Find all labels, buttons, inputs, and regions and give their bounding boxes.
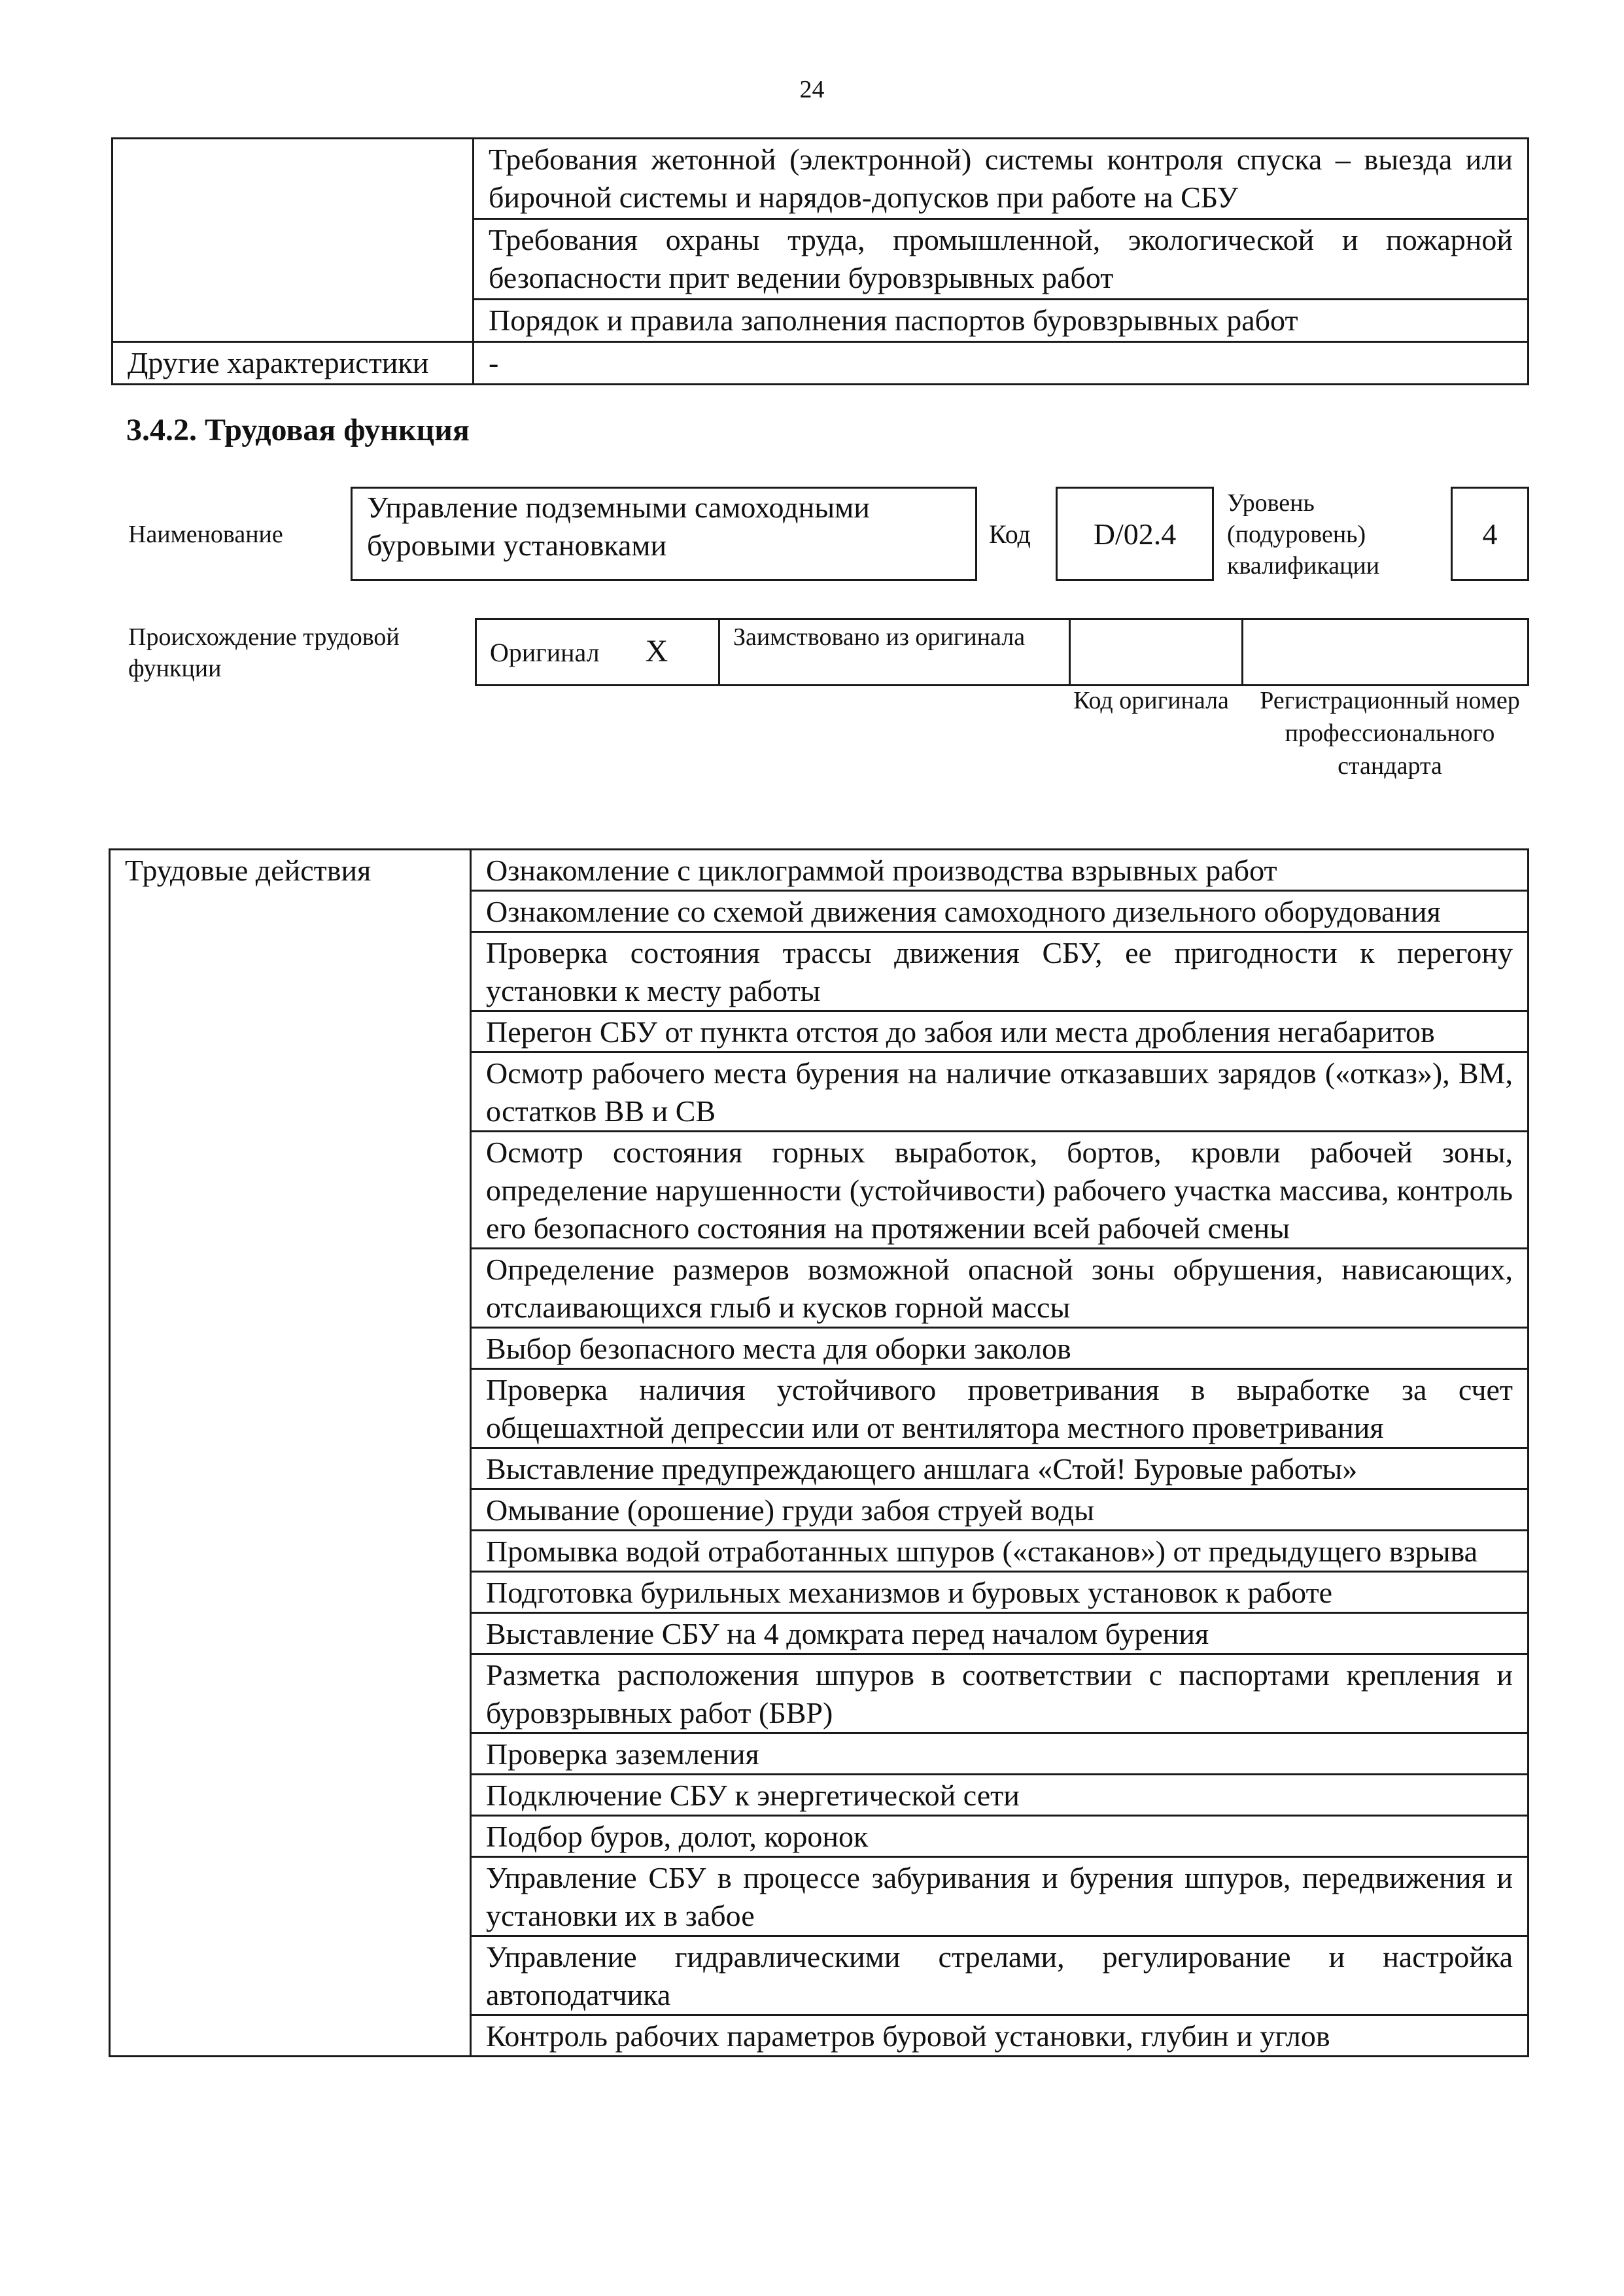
origin-original-cell: [476, 619, 719, 686]
function-name-value: Управление подземными самоходными буровыми установками: [367, 491, 870, 562]
labor-action: Проверка состояния трассы движения СБУ, ее пригодности к перегону установки к месту работы: [471, 932, 1529, 1011]
labor-action: Ознакомление со схемой движения самоходного дизельного оборудования: [471, 891, 1529, 932]
labor-action: Выбор безопасного места для оборки заколов: [471, 1328, 1529, 1369]
labor-action: Осмотр рабочего места бурения на наличие отказавших зарядов («отказ»), ВМ, остатков ВВ и СВ: [471, 1052, 1529, 1132]
labor-action: Ознакомление с циклограммой производства взрывных работ: [471, 850, 1529, 891]
name-label: Наименование: [128, 521, 283, 548]
origin-code-caption: Код оригинала: [1073, 687, 1229, 714]
origin-reg-caption: Регистрационный номер профессионального стандарта: [1260, 687, 1520, 780]
labor-actions-label: Трудовые действия: [110, 850, 471, 2057]
section-title: 3.4.2. Трудовая функция: [126, 413, 470, 447]
labor-action: Управление гидравлическими стрелами, регулирование и настройка автоподатчика: [471, 1936, 1529, 2015]
function-name-box: [351, 487, 977, 581]
labor-action: Промывка водой отработанных шпуров («стаканов») от предыдущего взрыва: [471, 1531, 1529, 1572]
other-characteristics-value: -: [474, 342, 1529, 385]
labor-action: Омывание (орошение) груди забоя струей воды: [471, 1489, 1529, 1531]
level-value: 4: [1482, 517, 1498, 551]
labor-action: Подключение СБУ к энергетической сети: [471, 1775, 1529, 1816]
origin-label: Происхождение трудовой функции: [128, 623, 400, 682]
origin-mark: X: [645, 634, 668, 669]
origin-code-cell: [1070, 619, 1243, 686]
knowledge-table: [111, 137, 1529, 385]
code-value: D/02.4: [1093, 517, 1177, 551]
code-label: Код: [989, 519, 1031, 549]
code-box: [1056, 487, 1214, 581]
page-number: 24: [799, 76, 825, 103]
origin-borrowed: Заимствовано из оригинала: [719, 619, 1070, 686]
labor-action: Контроль рабочих параметров буровой установки, глубин и углов: [471, 2015, 1529, 2057]
knowledge-item: Порядок и правила заполнения паспортов буровзрывных работ: [474, 300, 1529, 342]
labor-action: Определение размеров возможной опасной зоны обрушения, нависающих, отслаивающихся глыб и кусков горной массы: [471, 1249, 1529, 1328]
knowledge-label-cell: [112, 139, 474, 342]
labor-action: Перегон СБУ от пункта отстоя до забоя или места дробления негабаритов: [471, 1011, 1529, 1052]
level-label: Уровень (подуровень) квалификации: [1227, 489, 1380, 580]
labor-action: Подбор буров, долот, коронок: [471, 1816, 1529, 1857]
level-box: [1451, 487, 1529, 581]
knowledge-item: Требования жетонной (электронной) системы контроля спуска – выезда или бирочной системы и нарядов-допусков при работе на СБУ: [474, 139, 1529, 219]
labor-actions-table: [109, 848, 1529, 2057]
labor-action: Разметка расположения шпуров в соответствии с паспортами крепления и буровзрывных работ (БВР): [471, 1654, 1529, 1733]
labor-action: Выставление СБУ на 4 домкрата перед началом бурения: [471, 1613, 1529, 1654]
labor-action: Осмотр состояния горных выработок, бортов, кровли рабочей зоны, определение нарушенности (устойчивости) рабочего участка массива, контроль его безопасного состояния на протяжении всей рабочей смены: [471, 1132, 1529, 1249]
labor-action: Подготовка бурильных механизмов и буровых установок к работе: [471, 1572, 1529, 1613]
labor-action: Проверка наличия устойчивого проветривания в выработке за счет общешахтной депрессии или от вентилятора местного проветривания: [471, 1369, 1529, 1448]
knowledge-item: Требования охраны труда, промышленной, экологической и пожарной безопасности прит ведении буровзрывных работ: [474, 219, 1529, 300]
origin-original: Оригинал: [490, 638, 600, 667]
origin-reg-cell: [1243, 619, 1529, 686]
other-characteristics-label: Другие характеристики: [112, 342, 474, 385]
labor-action: Выставление предупреждающего аншлага «Стой! Буровые работы»: [471, 1448, 1529, 1489]
labor-action: Проверка заземления: [471, 1733, 1529, 1775]
origin-table: [475, 618, 1529, 686]
labor-action: Управление СБУ в процессе забуривания и бурения шпуров, передвижения и установки их в забое: [471, 1857, 1529, 1936]
